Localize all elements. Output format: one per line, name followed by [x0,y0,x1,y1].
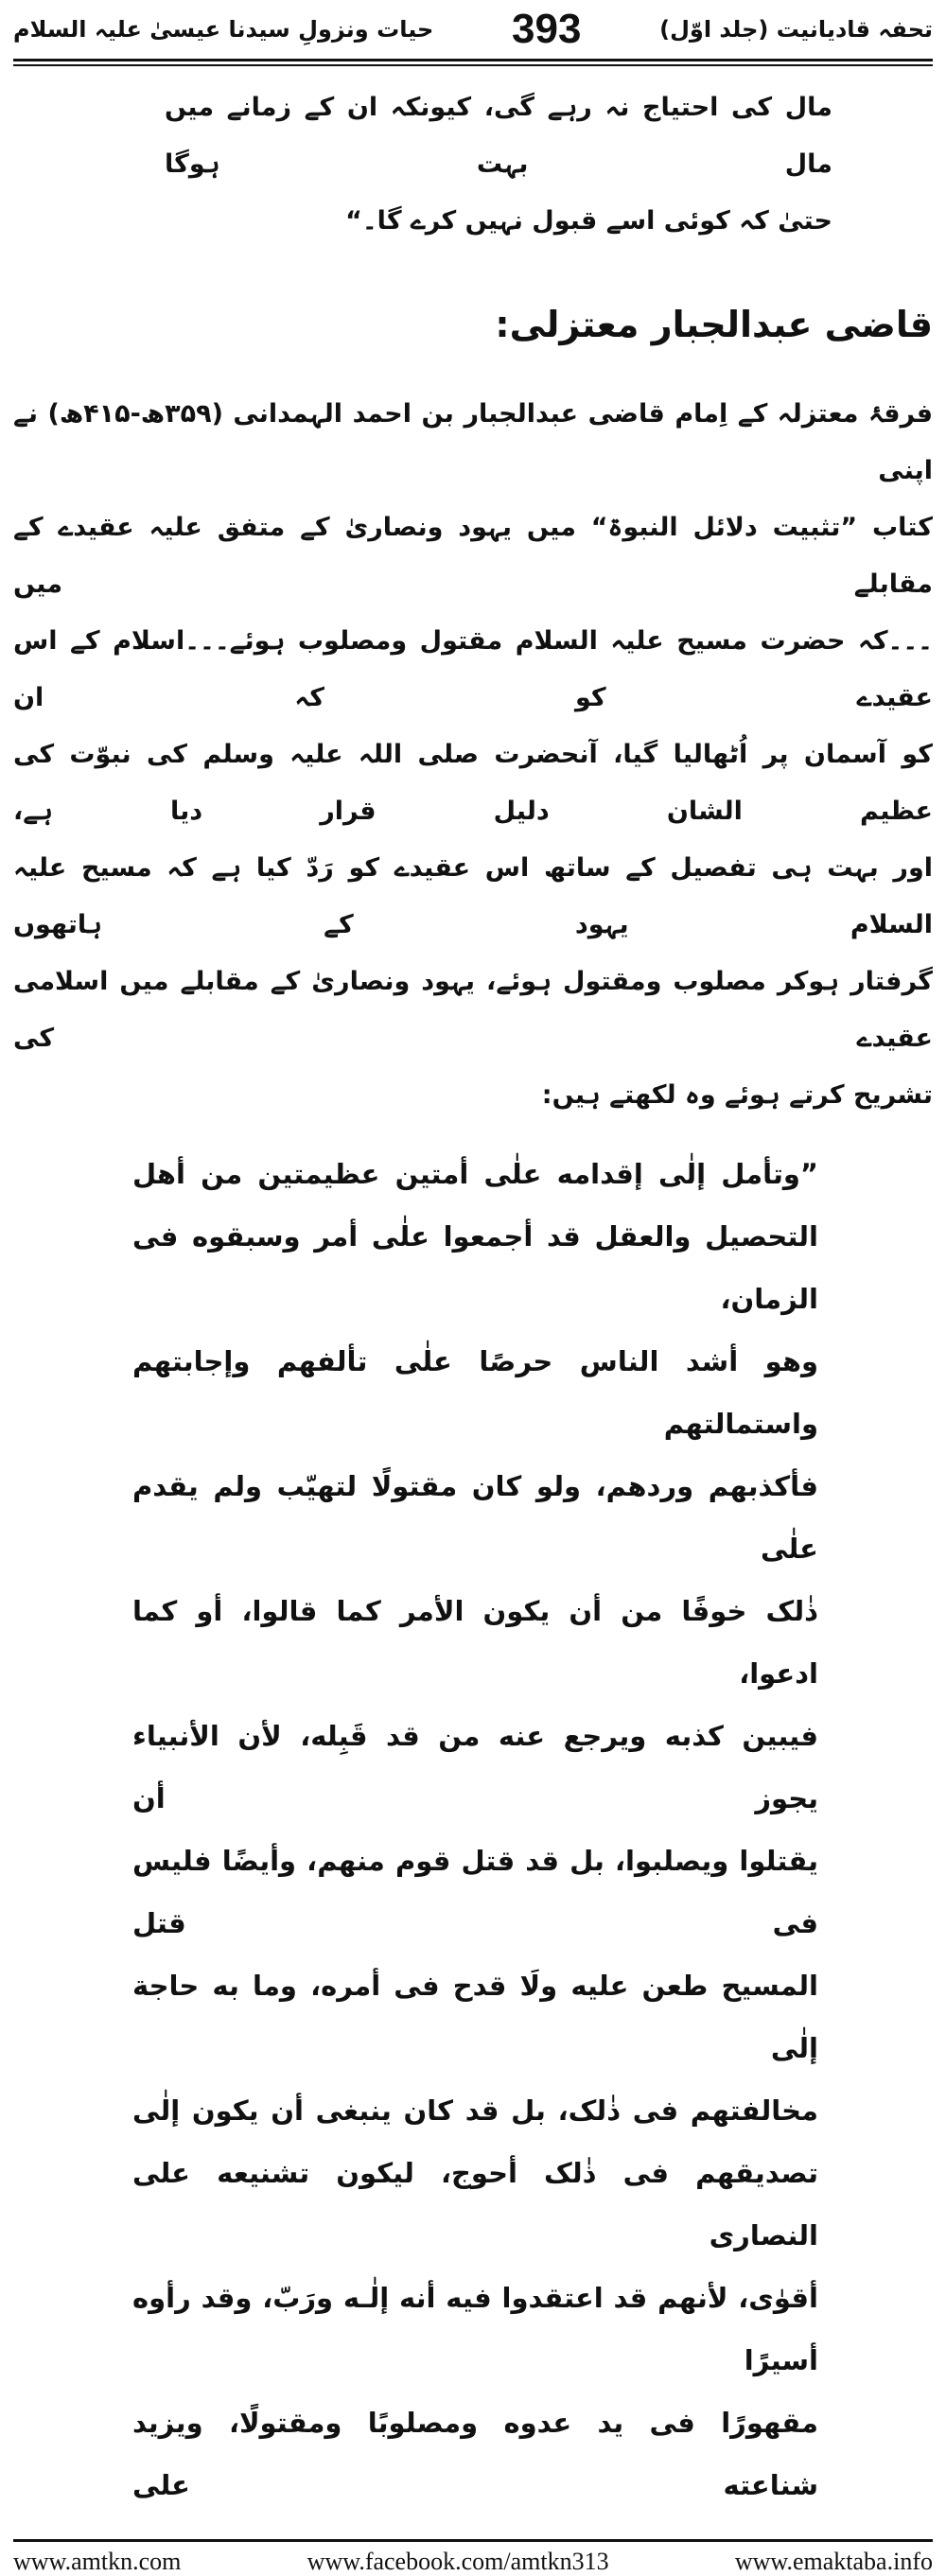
arabic-line: مخالفتهم فی ذٰلک، بل قد كان ينبغی أن يكون إلٰی [132,2094,818,2127]
header-rule-top [13,59,933,61]
arabic-line: يقتلوا ويصلبوا، بل قد قتل قوم منهم، وأيضًا فليس فی قتل [132,1845,818,1939]
body-line: فرقۂ معتزلہ کے اِمام قاضی عبدالجبار بن احمد الہمدانی (۳۵۹ھ-۴۱۵ھ) نے اپنی [13,399,934,485]
arabic-line: ذٰلک خوفًا من أن يكون الأمر كما قالوا، أو كما ادعوا، [132,1595,818,1690]
quote-line: حتیٰ کہ کوئی اسے قبول نہیں کرے گا۔“ [345,206,832,236]
arabic-line: فأكذبهم وردهم، ولو كان مقتولًا لتهيّب ولم يقدم علٰی [132,1470,818,1565]
body-line: کتاب ”تثبیت دلائل النبوۃ“ میں یہود ونصاریٰ کے متفق علیہ عقیدے کے مقابلے میں [13,513,933,599]
arabic-line: ”وتأمل إلٰی إقدامه علٰی أمتين عظيمتين من أهل [132,1158,818,1190]
arabic-line: أقوٰی، لأنهم قد اعتقدوا فيه أنه إلٰـه ورَبّ، وقد رأوه أسيرًا [132,2282,818,2376]
page-header [13,0,933,66]
chapter-title: حیات ونزولِ سیدنا عیسیٰ علیہ السلام [13,16,434,43]
arabic-quotation [132,1143,818,2516]
footer-link-emaktaba[interactable]: www.emaktaba.info [734,2548,933,2575]
body-line: اور بہت ہی تفصیل کے ساتھ اس عقیدے کو رَدّ کیا ہے کہ مسیح علیہ السلام یہود کے ہاتھوں [13,853,933,939]
body-line: گرفتار ہوکر مصلوب ومقتول ہوئے، یہود ونصاریٰ کے مقابلے میں اسلامی عقیدے کی [13,967,933,1053]
footer-link-facebook[interactable]: www.facebook.com/amtkn313 [307,2548,609,2575]
body-paragraph [13,386,933,1124]
body-line: کو آسمان پر اُٹھالیا گیا، آنحضرت صلی اللہ علیہ وسلم کی نبوّت کی عظیم الشان دلیل قرار دیا ہے، [13,740,933,826]
body-line: ۔۔۔کہ حضرت مسیح علیہ السلام مقتول ومصلوب ہوئے۔۔۔اسلام کے اس عقیدے کو کہ ان [13,626,933,712]
arabic-line: التحصيل والعقل قد أجمعوا علٰی أمر وسبقوه فی الزمان، [132,1220,818,1315]
book-title: تحفہ قادیانیت (جلد اوّل) [659,16,933,43]
arabic-line: مقهورًا فی يد عدوه ومصلوبًا ومقتولًا، ويزيد شناعته علی [132,2407,818,2501]
header-rule-bottom [13,64,933,66]
arabic-line: المسيح طعن عليه ولَا قدح فی أمره، وما به حاجة إلٰی [132,1970,818,2064]
arabic-line: تصديقهم فی ذٰلک أحوج، ليكون تشنيعه علی النصاری [132,2157,818,2252]
page-footer [13,2539,933,2576]
quote-line: مال کی احتیاج نہ رہے گی، کیونکہ ان کے زمانے میں مال بہت ہوگا [165,93,832,179]
header-bar [13,0,933,59]
section-heading: قاضی عبدالجبار معتزلی: [495,304,933,345]
footer-link-amtkn[interactable]: www.amtkn.com [13,2548,182,2575]
arabic-line: فيبين كذبه ويرجع عنه من قد قَبِله، لأن الأنبياء يجوز أن [132,1720,818,1814]
arabic-line: وهو أشد الناس حرصًا علٰی تألفهم وإجابتهم واستمالتهم [132,1345,818,1440]
quote-block [165,79,832,250]
body-line: تشریح کرتے ہوئے وہ لکھتے ہیں: [541,1080,933,1110]
page-number: 393 [512,6,582,52]
